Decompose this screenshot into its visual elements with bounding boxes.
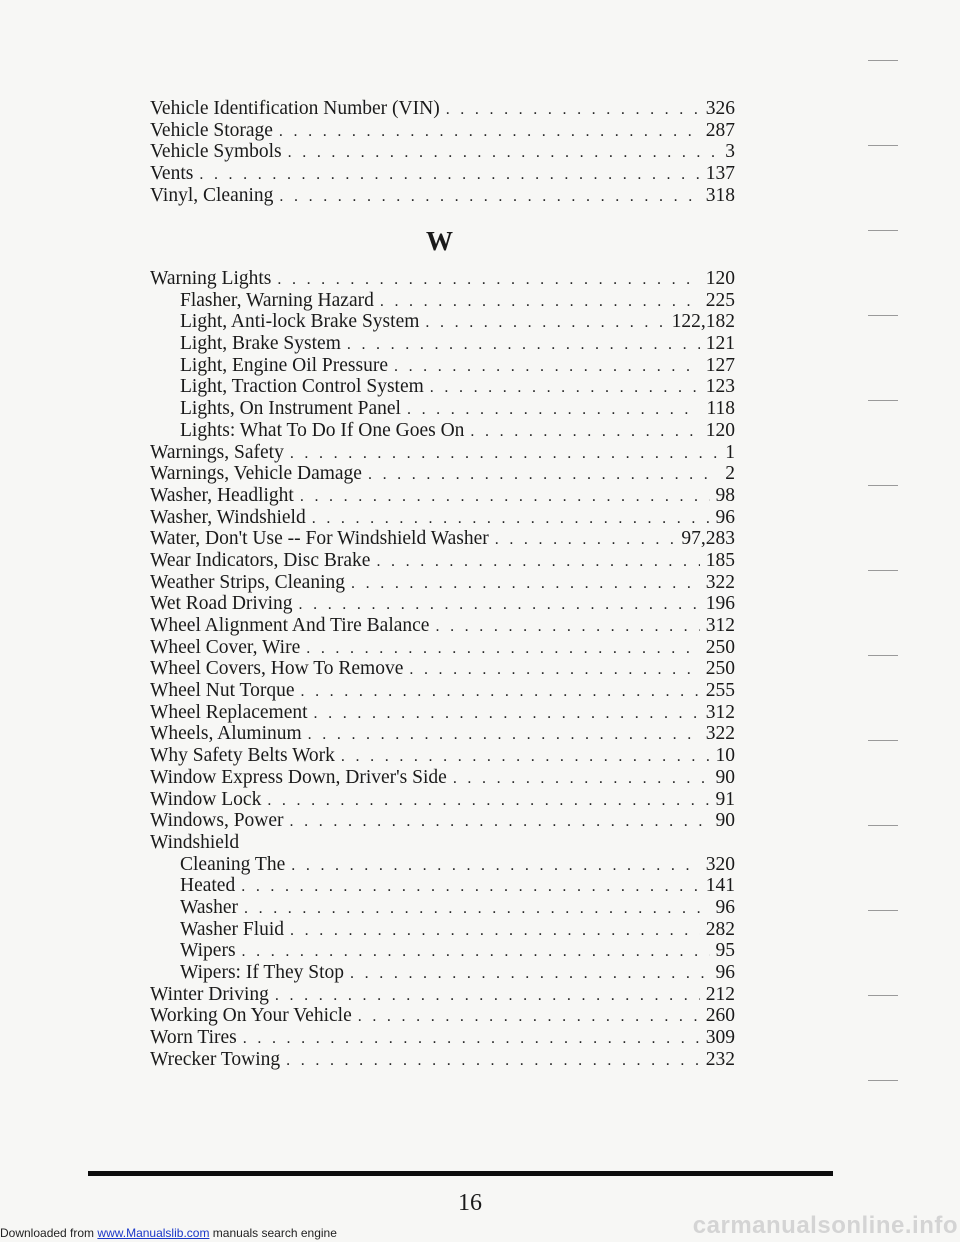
entry-label: Cleaning The: [180, 853, 286, 875]
index-entry: [150, 984, 735, 1006]
index-entry: [150, 290, 735, 312]
dot-leader: [279, 186, 699, 208]
section-heading-w: W: [426, 226, 454, 256]
entry-label: Heated: [180, 875, 236, 897]
index-entry: [150, 940, 735, 962]
entry-page-number: 123: [705, 376, 735, 398]
entry-page-number: 320: [705, 853, 735, 875]
dot-leader: [199, 164, 699, 186]
entry-page-number: 212: [705, 983, 735, 1005]
index-entry: [150, 897, 735, 919]
dot-leader: [290, 443, 719, 465]
entry-page-number: 97,283: [681, 528, 735, 550]
dot-leader: [380, 291, 700, 313]
watermark-text: carmanualsonline.info: [692, 1212, 958, 1239]
entry-label: Vents: [150, 163, 194, 185]
dot-leader: [425, 312, 665, 334]
entry-label: Water, Don't Use -- For Windshield Washer: [150, 528, 489, 550]
entry-page-number: 309: [705, 1027, 735, 1049]
entry-label: Lights: What To Do If One Goes On: [180, 419, 465, 441]
index-entry: [150, 962, 735, 984]
entry-label: Light, Engine Oil Pressure: [180, 354, 388, 376]
dot-leader: [277, 269, 699, 291]
entry-label: Light, Traction Control System: [180, 376, 424, 398]
entry-label: Wipers: [180, 940, 236, 962]
entry-page-number: 196: [705, 593, 735, 615]
entry-page-number: 120: [705, 268, 735, 289]
entry-label: Windows, Power: [150, 810, 284, 832]
entry-page-number: 322: [705, 723, 735, 745]
dot-leader: [314, 703, 700, 725]
entry-label: Wet Road Driving: [150, 593, 293, 615]
entry-label: Wipers: If They Stop: [180, 962, 345, 983]
index-entry: [150, 810, 735, 832]
dot-leader: [341, 746, 710, 768]
index-entry: [150, 333, 735, 355]
entry-page-number: 1: [725, 441, 735, 463]
index-entry: [150, 398, 735, 420]
footer-suffix: manuals search engine: [212, 1226, 337, 1240]
dot-leader: [394, 356, 700, 378]
dot-leader: [300, 486, 710, 508]
index-entry: [150, 745, 735, 767]
entry-label: Worn Tires: [150, 1027, 237, 1049]
entry-label: Working On Your Vehicle: [150, 1005, 352, 1027]
manualslib-link[interactable]: www.Manualslib.com: [97, 1226, 210, 1240]
dot-leader: [312, 508, 710, 530]
dot-leader: [242, 941, 710, 963]
index-entry: [150, 268, 735, 290]
dot-leader: [407, 399, 700, 421]
index-entry: [150, 550, 735, 572]
dot-leader: [241, 876, 700, 898]
entry-page-number: 141: [705, 875, 735, 897]
index-entry: [150, 163, 735, 185]
entry-page-number: 90: [715, 810, 735, 832]
index-entry: [150, 485, 735, 507]
entry-page-number: 90: [715, 766, 735, 788]
entry-page-number: 312: [705, 701, 735, 723]
entry-label: Wheel Covers, How To Remove: [150, 658, 404, 680]
entry-page-number: 255: [705, 680, 735, 702]
entry-page-number: 120: [705, 419, 735, 441]
index-section-w: [150, 268, 735, 1070]
entry-page-number: 127: [705, 354, 735, 376]
index-entry: [150, 658, 735, 680]
dot-leader: [347, 334, 700, 356]
index-entry: [150, 637, 735, 659]
bottom-rule: [88, 1171, 833, 1176]
entry-page-number: 122,182: [671, 311, 735, 333]
entry-label: Vinyl, Cleaning: [150, 184, 274, 206]
index-entry: [150, 723, 735, 745]
index-entry: [150, 311, 735, 333]
entry-page-number: 10: [715, 745, 735, 767]
dot-leader: [244, 898, 710, 920]
index-entry: [150, 141, 735, 163]
entry-label: Windshield: [150, 831, 240, 853]
download-footer: [0, 1226, 337, 1240]
entry-label: Wheel Alignment And Tire Balance: [150, 615, 430, 636]
entry-page-number: 118: [706, 398, 735, 420]
entry-label: Vehicle Identification Number (VIN): [150, 98, 440, 119]
index-entry: [150, 98, 735, 120]
index-entry: [150, 1027, 735, 1049]
entry-label: Warning Lights: [150, 268, 272, 289]
index-entry: [150, 832, 735, 854]
entry-label: Light, Brake System: [180, 333, 341, 355]
dot-leader: [430, 377, 700, 399]
entry-page-number: 96: [715, 962, 735, 983]
dot-leader: [351, 573, 700, 595]
dot-leader: [286, 1050, 700, 1072]
entry-page-number: 3: [725, 141, 735, 163]
entry-label: Winter Driving: [150, 983, 269, 1005]
entry-label: Vehicle Symbols: [150, 141, 282, 163]
entry-label: Why Safety Belts Work: [150, 745, 335, 767]
dot-leader: [279, 121, 700, 143]
entry-label: Weather Strips, Cleaning: [150, 571, 346, 593]
entry-label: Wheel Cover, Wire: [150, 636, 301, 658]
entry-page-number: 232: [705, 1048, 735, 1070]
entry-page-number: 322: [705, 571, 735, 593]
dot-leader: [376, 551, 699, 573]
scan-edge-marks: [858, 60, 898, 1170]
entry-page-number: 318: [705, 184, 735, 206]
index-entry: [150, 507, 735, 529]
index-entry: [150, 185, 735, 207]
index-entry: [150, 355, 735, 377]
entry-label: Washer, Windshield: [150, 506, 306, 528]
entry-label: Wrecker Towing: [150, 1048, 281, 1070]
dot-leader: [267, 790, 709, 812]
dot-leader: [300, 681, 699, 703]
entry-label: Flasher, Warning Hazard: [180, 289, 374, 311]
entry-label: Lights, On Instrument Panel: [180, 398, 401, 420]
entry-page-number: 96: [715, 506, 735, 528]
entry-label: Washer Fluid: [180, 918, 285, 940]
entry-page-number: 312: [705, 615, 735, 636]
dot-leader: [308, 724, 700, 746]
dot-leader: [306, 638, 700, 660]
entry-label: Window Lock: [150, 788, 262, 810]
entry-label: Warnings, Vehicle Damage: [150, 463, 362, 485]
dot-leader: [243, 1028, 700, 1050]
index-entry: [150, 854, 735, 876]
index-entry: [150, 680, 735, 702]
entry-label: Wheels, Aluminum: [150, 723, 302, 745]
entry-page-number: 326: [705, 98, 735, 119]
index-entry: [150, 376, 735, 398]
dot-leader: [290, 811, 710, 833]
dot-leader: [299, 594, 700, 616]
index-entry: [150, 463, 735, 485]
index-entry: [150, 789, 735, 811]
dot-leader: [470, 421, 699, 443]
entry-label: Washer, Headlight: [150, 484, 294, 506]
entry-label: Window Express Down, Driver's Side: [150, 766, 447, 788]
entry-label: Wheel Replacement: [150, 701, 308, 723]
index-section-v: [150, 98, 735, 206]
dot-leader: [453, 768, 710, 790]
entry-page-number: 287: [705, 119, 735, 141]
dot-leader: [495, 529, 676, 551]
entry-page-number: 137: [705, 163, 735, 185]
index-entry: [150, 1049, 735, 1071]
entry-page-number: 250: [705, 658, 735, 680]
dot-leader: [291, 855, 700, 877]
entry-label: Light, Anti-lock Brake System: [180, 311, 420, 333]
entry-page-number: 96: [715, 896, 735, 918]
footer-prefix: Downloaded from: [0, 1226, 95, 1240]
index-entry: [150, 593, 735, 615]
dot-leader: [368, 464, 719, 486]
entry-page-number: 260: [705, 1005, 735, 1027]
dot-leader: [290, 920, 700, 942]
entry-page-number: 250: [705, 636, 735, 658]
index-entry: [150, 528, 735, 550]
page-number: 16: [458, 1190, 482, 1216]
entry-page-number: 282: [705, 918, 735, 940]
index-entry: [150, 615, 735, 637]
index-entry: [150, 120, 735, 142]
entry-label: Vehicle Storage: [150, 119, 273, 141]
dot-leader: [446, 99, 700, 121]
entry-page-number: 185: [705, 549, 735, 571]
entry-page-number: 91: [715, 788, 735, 810]
entry-label: Wear Indicators, Disc Brake: [150, 549, 371, 571]
dot-leader: [435, 616, 699, 638]
entry-label: Wheel Nut Torque: [150, 680, 295, 702]
dot-leader: [350, 963, 709, 985]
dot-leader: [409, 659, 699, 681]
index-entry: [150, 875, 735, 897]
dot-leader: [288, 142, 720, 164]
entry-page-number: 98: [715, 484, 735, 506]
index-entry: [150, 420, 735, 442]
dot-leader: [275, 985, 700, 1007]
index-entry: [150, 702, 735, 724]
entry-page-number: 2: [725, 463, 735, 485]
dot-leader: [358, 1006, 700, 1028]
entry-page-number: 95: [715, 940, 735, 962]
entry-label: Washer: [180, 896, 238, 918]
index-entry: [150, 767, 735, 789]
entry-page-number: 121: [705, 333, 735, 355]
index-entry: [150, 572, 735, 594]
entry-label: Warnings, Safety: [150, 441, 284, 463]
index-entry: [150, 919, 735, 941]
entry-page-number: 225: [705, 289, 735, 311]
index-entry: [150, 1005, 735, 1027]
index-entry: [150, 442, 735, 464]
